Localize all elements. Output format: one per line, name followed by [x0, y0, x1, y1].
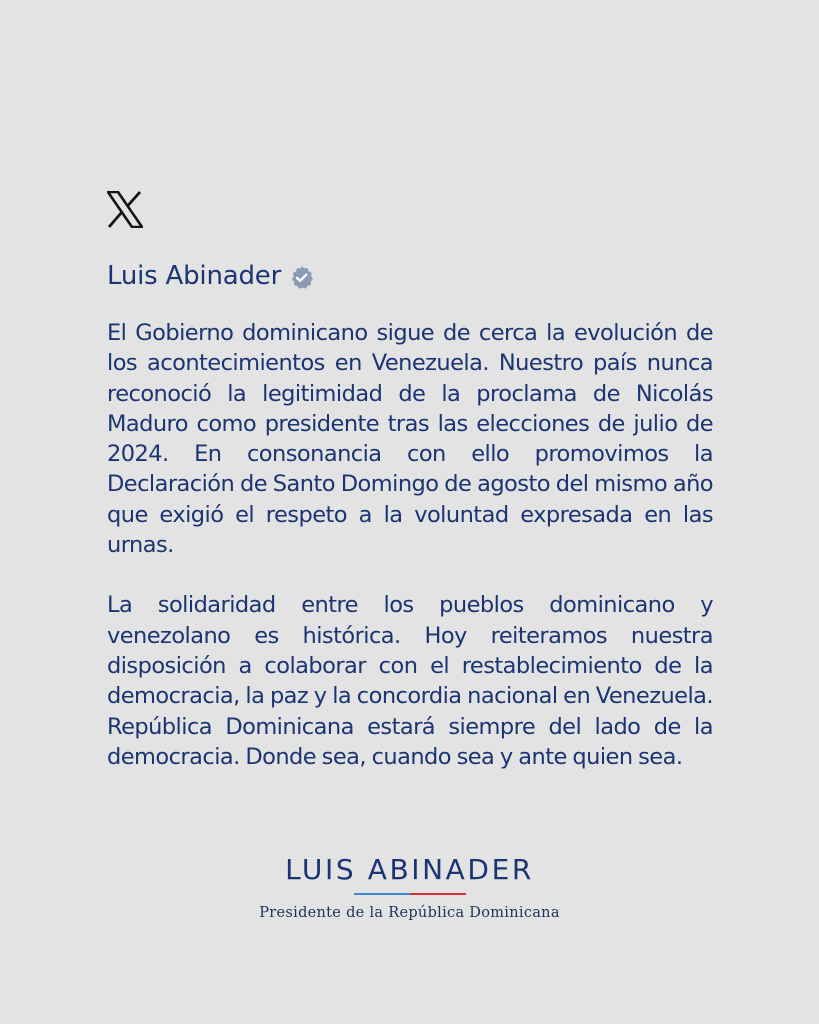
author-name: Luis Abinader	[107, 261, 282, 291]
signature-name: LUIS ABINADER	[285, 853, 534, 886]
post-author	[107, 256, 314, 296]
divider-red-segment	[410, 893, 466, 895]
divider-blue-segment	[354, 893, 410, 895]
x-logo-icon	[107, 191, 143, 228]
paragraph-1: El Gobierno dominicano sigue de cerca la evolución de los acontecimientos en Venezuela. Nuestro país nunca reconoció la legitimidad de la proclama de Nicolás Maduro como presidente tras las elecciones de julio de 2024. En consonancia con ello promovimos la Declaración de Santo Domingo de agosto del mismo año que exigió el respeto a la voluntad expresada en las urnas.	[107, 320, 713, 559]
paragraph-2: La solidaridad entre los pueblos dominicano y venezolano es histórica. Hoy reiteramos nuestra disposición a colaborar con el restablecimiento de la democracia, la paz y la concordia nacional en Venezuela. República Dominicana estará siempre del lado de la democracia. Donde sea, cuando sea y ante quien sea.	[107, 592, 713, 770]
verified-badge-icon	[289, 265, 314, 290]
signature-divider	[354, 893, 466, 895]
post-body	[107, 318, 713, 772]
signature-title: Presidente de la República Dominicana	[259, 905, 560, 921]
signature-block	[0, 851, 819, 921]
